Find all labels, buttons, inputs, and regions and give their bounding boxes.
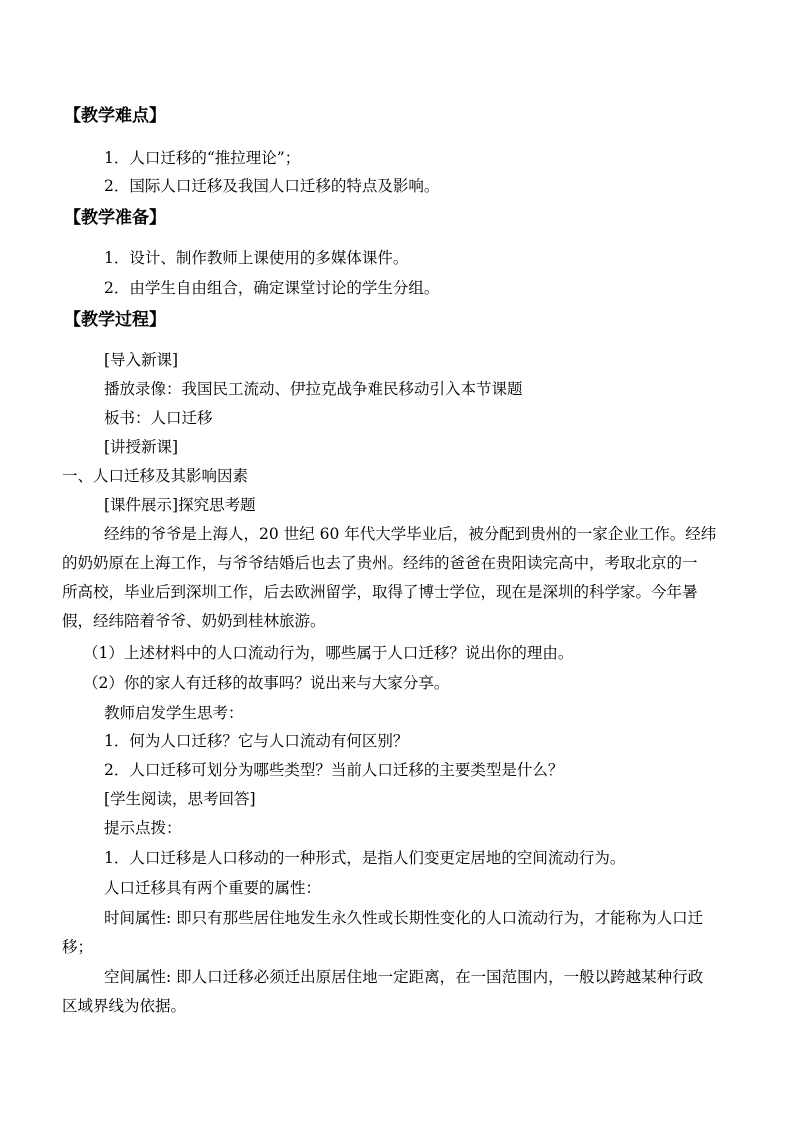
definition-1: 1．人口迁移是人口移动的一种形式，是指人们变更定居地的空间流动行为。 — [104, 849, 626, 867]
story-line-3: 所高校，毕业后到深圳工作，后去欧洲留学，取得了博士学位，现在是深圳的科学家。今年暑 — [62, 583, 698, 601]
preparation-item-2: 2．由学生自由组合，确定课堂讨论的学生分组。 — [104, 279, 440, 297]
two-attributes: 人口迁移具有两个重要的属性： — [104, 879, 322, 897]
story-line-2: 的奶奶原在上海工作，与爷爷结婚后也去了贵州。经纬的爸爸在贵阳读完高中，考取北京的一 — [62, 554, 698, 572]
space-attribute-line-2: 区域界线为依据。 — [62, 997, 187, 1015]
story-line-1: 经纬的爷爷是上海人，20 世纪 60 年代大学毕业后，被分配到贵州的一家企业工作。经纬 — [104, 525, 717, 543]
board-note: 板书：人口迁移 — [104, 409, 213, 427]
heading-teaching-preparation: 【教学准备】 — [64, 208, 166, 228]
lecture-tag: [讲授新课] — [104, 438, 179, 456]
section-heading-1: 一、人口迁移及其影响因素 — [62, 467, 249, 485]
difficulty-item-2: 2．国际人口迁移及我国人口迁移的特点及影响。 — [104, 177, 440, 195]
teacher-prompt: 教师启发学生思考： — [104, 704, 244, 722]
time-attribute-line-2: 移； — [62, 938, 94, 956]
preparation-item-1: 1．设计、制作教师上课使用的多媒体课件。 — [104, 249, 409, 267]
teacher-question-1: 1．何为人口迁移？它与人口流动有何区别？ — [104, 732, 409, 750]
student-tag: [学生阅读，思考回答] — [104, 790, 256, 808]
story-line-4: 假，经纬陪着爷爷、奶奶到桂林旅游。 — [62, 612, 326, 630]
intro-tag: [导入新课] — [104, 351, 179, 369]
heading-teaching-process: 【教学过程】 — [64, 310, 166, 330]
question-2: （2）你的家人有迁移的故事吗？说出来与大家分享。 — [83, 674, 450, 692]
question-1: （1）上述材料中的人口流动行为，哪些属于人口迁移？说出你的理由。 — [83, 644, 574, 662]
difficulty-item-1: 1．人口迁移的“推拉理论”； — [104, 149, 301, 167]
heading-teaching-difficulties: 【教学难点】 — [64, 106, 166, 126]
time-attribute-line-1: 时间属性: 即只有那些居住地发生永久性或长期性变化的人口流动行为，才能称为人口迁 — [104, 909, 704, 927]
space-attribute-line-1: 空间属性: 即人口迁移必须迁出原居住地一定距离，在一国范围内，一般以跨越某种行政 — [104, 968, 704, 986]
teacher-question-2: 2．人口迁移可划分为哪些类型？当前人口迁移的主要类型是什么？ — [104, 761, 564, 779]
hint-label: 提示点拨： — [104, 819, 182, 837]
intro-video: 播放录像：我国民工流动、伊拉克战争难民移动引入本节课题 — [104, 380, 523, 398]
courseware-tag: [课件展示]探究思考题 — [104, 496, 256, 514]
